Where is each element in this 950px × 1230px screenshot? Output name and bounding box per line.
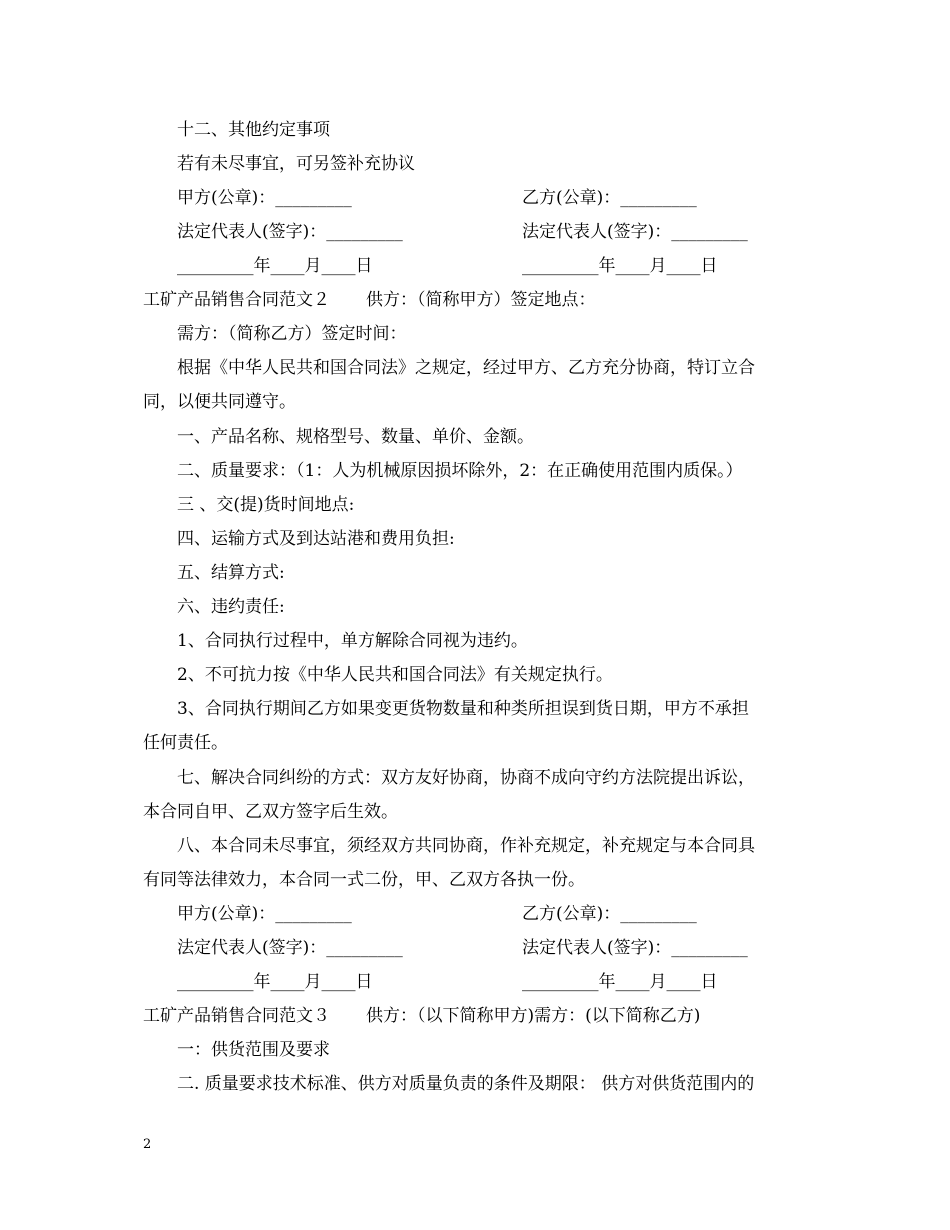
sample3-parties: 供方：（以下简称甲方)需方：(以下简称乙方) bbox=[366, 1006, 701, 1026]
date-b: _________年____月____日 bbox=[522, 972, 718, 992]
clause: 四、运输方式及到达站港和费用负担: bbox=[177, 529, 455, 549]
date-a: _________年____月____日 bbox=[177, 256, 373, 276]
clause: 二、质量要求：（1：人为机械原因损坏除外，2：在正确使用范围内质保。） bbox=[177, 461, 743, 481]
clause: 二. 质量要求技术标准、供方对质量负责的条件及期限： 供方对供货范围内的 bbox=[177, 1074, 755, 1094]
clause: 八、本合同未尽事宜，须经双方共同协商，作补充规定，补充规定与本合同具 bbox=[177, 836, 755, 856]
party-b-seal: 乙方(公章)：_________ bbox=[522, 188, 697, 208]
paragraph: 同，以便共同遵守。 bbox=[143, 392, 296, 412]
clause: 三 、交(提)货时间地点: bbox=[177, 495, 355, 515]
paragraph: 根据《中华人民共和国合同法》之规定，经过甲方、乙方充分协商，特订立合 bbox=[177, 358, 755, 378]
rep-b-signature: 法定代表人(签字)：_________ bbox=[522, 222, 748, 242]
party-b-seal: 乙方(公章)：_________ bbox=[522, 904, 697, 924]
sample2-header bbox=[143, 289, 596, 311]
rep-a-signature: 法定代表人(签字)：_________ bbox=[177, 222, 403, 242]
date-b: _________年____月____日 bbox=[522, 256, 718, 276]
clause: 五、结算方式: bbox=[177, 563, 285, 583]
sample3-header bbox=[143, 1005, 700, 1027]
clause: 一：供货范围及要求 bbox=[177, 1040, 330, 1060]
party-a-seal: 甲方(公章)：_________ bbox=[177, 188, 352, 208]
party-a-seal: 甲方(公章)：_________ bbox=[177, 904, 352, 924]
paragraph: 若有未尽事宜，可另签补充协议 bbox=[177, 154, 415, 174]
sample2-supplier: 供方：（简称甲方）签定地点： bbox=[366, 290, 596, 310]
section-heading: 十二、其他约定事项 bbox=[177, 120, 330, 140]
clause: 一、产品名称、规格型号、数量、单价、金额。 bbox=[177, 427, 534, 447]
rep-a-signature: 法定代表人(签字)：_________ bbox=[177, 938, 403, 958]
date-a: _________年____月____日 bbox=[177, 972, 373, 992]
page-number: 2 bbox=[143, 1137, 152, 1152]
clause: 1、合同执行过程中，单方解除合同视为违约。 bbox=[177, 631, 528, 651]
sample2-buyer: 需方：（简称乙方）签定时间： bbox=[177, 324, 407, 344]
clause: 2、不可抗力按《中华人民共和国合同法》有关规定执行。 bbox=[177, 665, 613, 685]
clause: 六、违约责任: bbox=[177, 597, 285, 617]
clause: 七、解决合同纠纷的方式：双方友好协商，协商不成向守约方法院提出诉讼， bbox=[177, 768, 755, 788]
clause: 3、合同执行期间乙方如果变更货物数量和种类所担误到货日期，甲方不承担 bbox=[177, 699, 749, 719]
sample2-title: 工矿产品销售合同范文２ bbox=[143, 290, 330, 310]
clause-cont: 本合同自甲、乙双方签字后生效。 bbox=[143, 802, 398, 822]
clause-cont: 任何责任。 bbox=[143, 733, 228, 753]
clause-cont: 有同等法律效力，本合同一式二份，甲、乙双方各执一份。 bbox=[143, 870, 585, 890]
rep-b-signature: 法定代表人(签字)：_________ bbox=[522, 938, 748, 958]
sample3-title: 工矿产品销售合同范文３ bbox=[143, 1006, 330, 1026]
